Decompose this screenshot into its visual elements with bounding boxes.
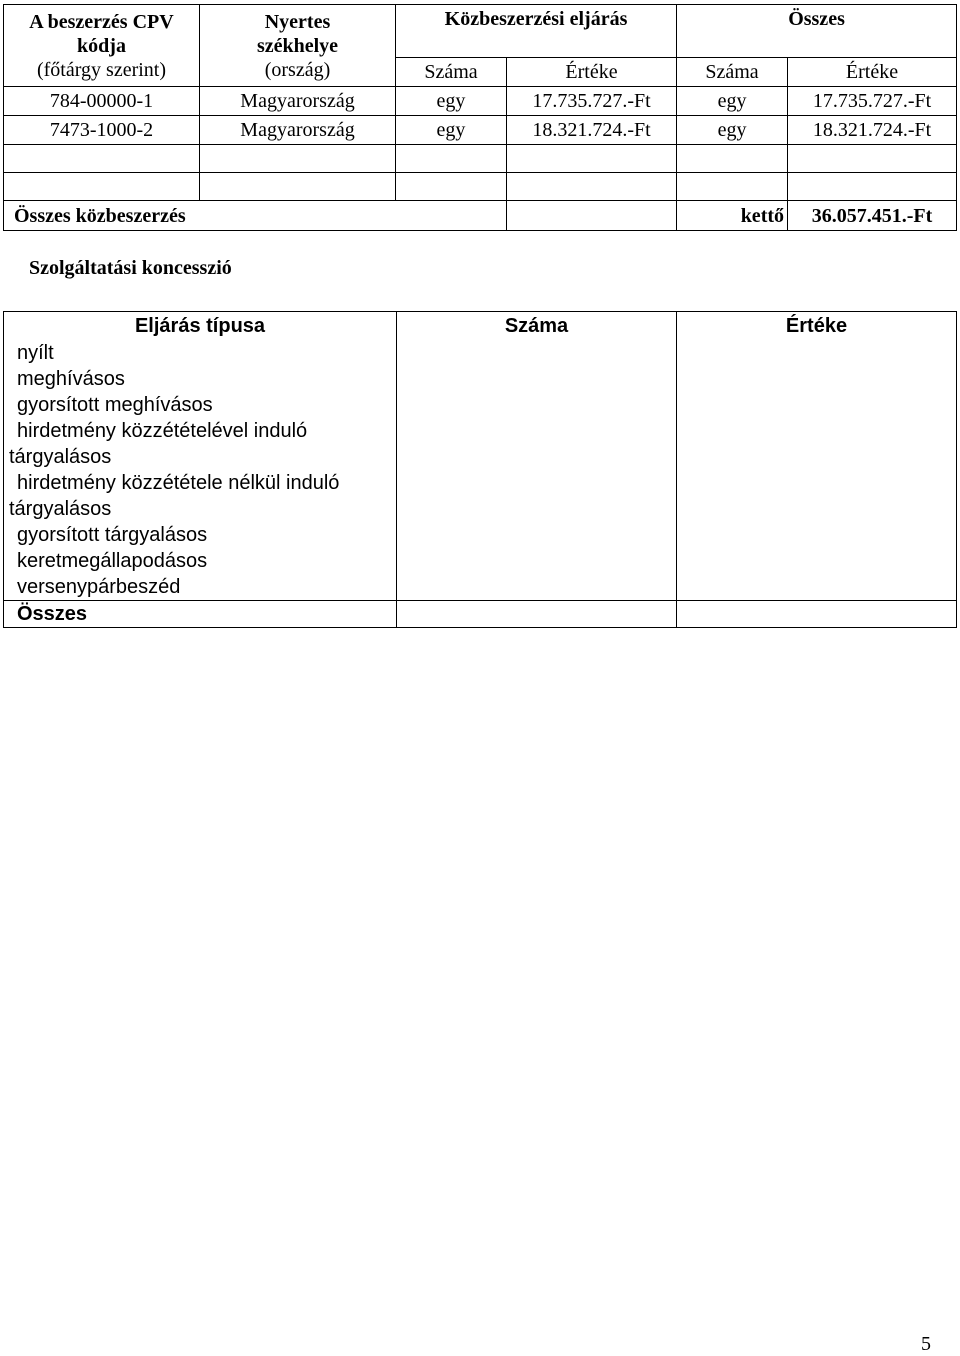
concession-header-row <box>4 312 957 341</box>
procedure-type-total: Összes <box>4 601 397 628</box>
procedure-type: gyorsított meghívásos <box>4 392 397 418</box>
total-value: 17.735.727.-Ft <box>788 87 957 116</box>
table-row <box>4 470 957 522</box>
value: 18.321.724.-Ft <box>507 116 677 145</box>
header-value: Értéke <box>507 58 677 87</box>
procedure-type: gyorsított tárgyalásos <box>4 522 397 548</box>
summary-label: Összes közbeszerzés <box>4 201 396 231</box>
concession-heading: Szolgáltatási koncesszió <box>29 257 232 279</box>
table-row <box>4 87 957 116</box>
procedure-type: meghívásos <box>4 366 397 392</box>
procurement-table <box>3 4 957 231</box>
header-total-value: Értéke <box>788 58 957 87</box>
page-number: 5 <box>921 1333 931 1355</box>
table-row <box>4 418 957 470</box>
table-row <box>4 366 957 392</box>
header-total: Összes <box>677 5 957 58</box>
header-count: Száma <box>397 312 677 341</box>
country: Magyarország <box>200 87 396 116</box>
procedure-type: keretmegállapodásos <box>4 548 397 574</box>
empty-row <box>4 173 957 201</box>
header-procedure-type: Eljárás típusa <box>4 312 397 341</box>
procedure-type: versenypárbeszéd <box>4 574 397 601</box>
table-row <box>4 522 957 548</box>
table-row <box>4 601 957 628</box>
total-value: 18.321.724.-Ft <box>788 116 957 145</box>
summary-value: 36.057.451.-Ft <box>788 201 957 231</box>
header-count: Száma <box>396 58 507 87</box>
country: Magyarország <box>200 116 396 145</box>
header-seat: Nyertes székhelye (ország) <box>200 5 396 87</box>
header-cpv: A beszerzés CPV kódja (főtárgy szerint) <box>4 5 200 87</box>
table-row <box>4 392 957 418</box>
table-row <box>4 548 957 574</box>
header-value: Értéke <box>677 312 957 341</box>
summary-count: kettő <box>677 201 788 231</box>
concession-table <box>3 311 957 628</box>
total-count: egy <box>677 116 788 145</box>
table-row <box>4 574 957 601</box>
cpv-code: 7473-1000-2 <box>4 116 200 145</box>
procedure-type: nyílt <box>4 340 397 366</box>
empty-row <box>4 145 957 173</box>
table-row <box>4 116 957 145</box>
count: egy <box>396 87 507 116</box>
procedure-type: hirdetmény közzétételével induló tárgyalásos <box>4 418 397 470</box>
header-public-procedure: Közbeszerzési eljárás <box>396 5 677 58</box>
table-row <box>4 340 957 366</box>
value: 17.735.727.-Ft <box>507 87 677 116</box>
count: egy <box>396 116 507 145</box>
header-total-count: Száma <box>677 58 788 87</box>
total-count: egy <box>677 87 788 116</box>
procedure-type: hirdetmény közzététele nélkül induló tárgyalásos <box>4 470 397 522</box>
summary-row <box>4 201 957 231</box>
cpv-code: 784-00000-1 <box>4 87 200 116</box>
